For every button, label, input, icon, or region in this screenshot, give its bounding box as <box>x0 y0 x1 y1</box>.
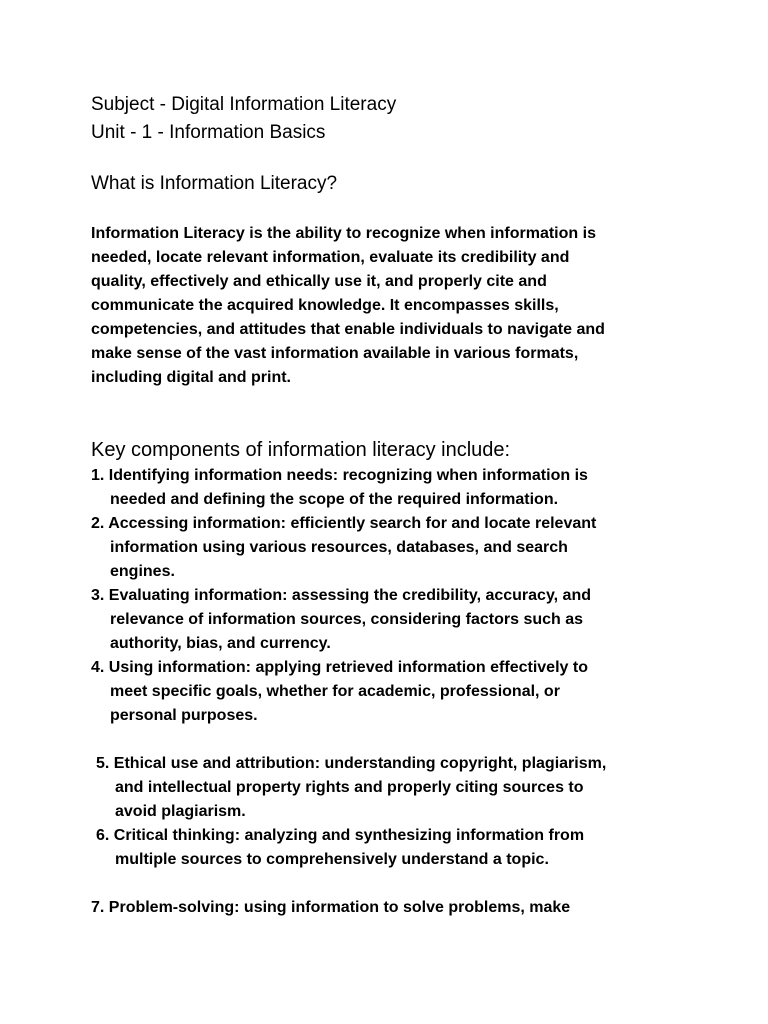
paragraph-line: communicate the acquired knowledge. It encompasses skills, <box>91 297 559 314</box>
list-item <box>96 752 606 824</box>
list-item-line: 2. Accessing information: efficiently search for and locate relevant <box>91 515 597 532</box>
list-item-line: 3. Evaluating information: assessing the credibility, accuracy, and <box>91 587 591 604</box>
subject-title: Subject - Digital Information Literacy <box>91 94 397 115</box>
list-item-line: information using various resources, databases, and search <box>110 539 568 556</box>
section-heading: What is Information Literacy? <box>91 173 338 194</box>
list-item <box>91 584 591 656</box>
list-item-line: authority, bias, and currency. <box>110 635 331 652</box>
list-item-line: 1. Identifying information needs: recognizing when information is <box>91 467 588 484</box>
list-item <box>91 512 596 584</box>
list-item <box>96 824 584 872</box>
paragraph-line: including digital and print. <box>91 369 291 386</box>
list-item <box>91 896 570 920</box>
list-item-line: relevance of information sources, considering factors such as <box>110 611 584 628</box>
unit-title: Unit - 1 - Information Basics <box>91 122 326 143</box>
paragraph-line: Information Literacy is the ability to recognize when information is <box>91 225 596 242</box>
intro-paragraph <box>91 222 681 390</box>
list-item <box>91 464 588 512</box>
paragraph-line: make sense of the vast information available in various formats, <box>91 345 579 362</box>
list-item-line: 6. Critical thinking: analyzing and synthesizing information from <box>96 827 585 844</box>
list-item-line: 4. Using information: applying retrieved information effectively to <box>91 659 588 676</box>
key-components-heading: Key components of information literacy include: <box>91 439 511 461</box>
paragraph-line: needed, locate relevant information, evaluate its credibility and <box>91 249 570 266</box>
list-item-line: avoid plagiarism. <box>115 803 246 820</box>
list-item-line: 5. Ethical use and attribution: understanding copyright, plagiarism, <box>96 755 607 772</box>
list-item-line: multiple sources to comprehensively understand a topic. <box>115 851 549 868</box>
list-item-line: personal purposes. <box>110 707 258 724</box>
paragraph-line: competencies, and attitudes that enable individuals to navigate and <box>91 321 605 338</box>
list-item-line: needed and defining the scope of the required information. <box>110 491 559 508</box>
list-item-line: 7. Problem-solving: using information to solve problems, make <box>91 899 571 916</box>
list-item-line: and intellectual property rights and properly citing sources to <box>115 779 584 796</box>
paragraph-line: quality, effectively and ethically use it, and properly cite and <box>91 273 547 290</box>
list-item-line: engines. <box>110 563 175 580</box>
list-item-line: meet specific goals, whether for academic, professional, or <box>110 683 560 700</box>
list-item <box>91 656 588 728</box>
